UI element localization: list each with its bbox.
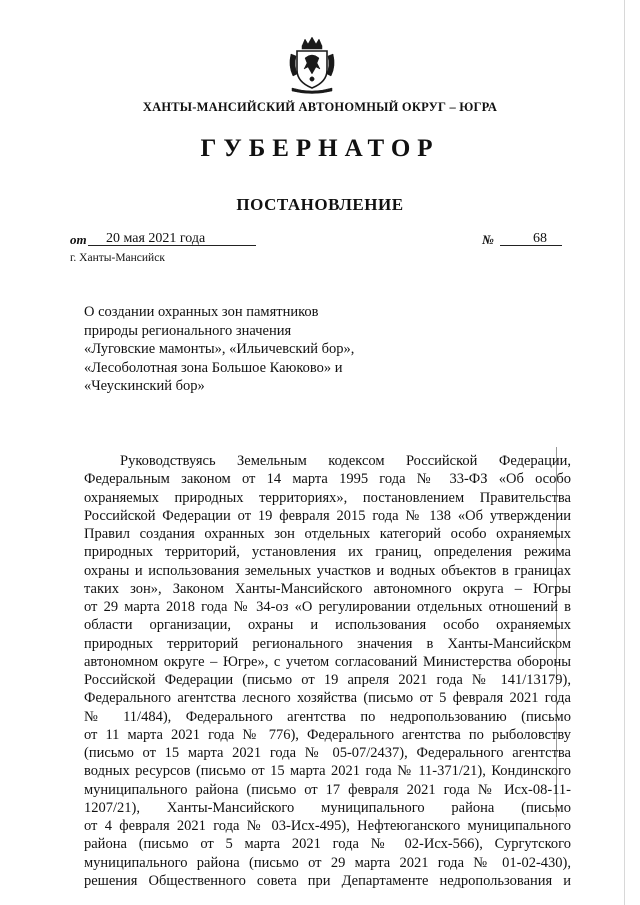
body-line: охраны и использования земельных участков и водных объектов в границах [84,562,571,579]
body-line: района (письмо от 5 марта 2021 года № 02-Исх-566), Сургутского [84,836,571,853]
document-body [84,452,571,890]
subject-line: «Луговские мамонты», «Ильичевский бор», [84,341,355,357]
number-prefix: № [482,232,494,247]
body-line: муниципального района (письмо от 17 февраля 2021 года № Исх-08-11- [84,781,571,798]
date-underline [88,245,256,246]
body-line: от 29 марта 2018 года № 34-оз «О регулировании отдельных отношений в [84,599,571,615]
body-line: Правил создания охранных зон отдельных категорий особо охраняемых [84,526,571,542]
body-line: № 11/484), Федерального агентства по недропользованию (письмо [84,708,571,725]
subject-line: природы регионального значения [84,322,292,339]
scan-edge-line [624,0,625,905]
body-line: 1207/21), Ханты-Мансийского муниципального района (письмо [84,799,571,816]
body-line: природных территорий регионального значения в Ханты-Мансийском [84,635,571,652]
city-name: г. Ханты-Мансийск [70,252,165,264]
body-line: таких зон», Законом Ханты-Мансийского автономного округа – Югры [84,580,571,597]
body-line: муниципального района (письмо от 29 марта 2021 года № 01-02-430), [84,854,571,871]
body-line: (письмо от 15 марта 2021 года № 05-07/2437), Федерального агентства [84,745,571,761]
body-line: Руководствуясь Земельным кодексом Российской Федерации, [120,453,571,469]
date-prefix: от [70,232,87,247]
body-line: водных ресурсов (письмо от 15 марта 2021 года № 11-371/21), Кондинского [84,763,571,780]
document-type: ПОСТАНОВЛЕНИЕ [236,195,404,214]
body-line: Федерального агентства лесного хозяйства (письмо от 5 февраля 2021 года [84,690,571,707]
coat-of-arms-emblem [288,36,336,94]
body-line: области организации, охраны и использования особо охраняемых [84,617,571,634]
body-line: от 11 марта 2021 года № 776), Федерального агентства по рыболовству [84,726,571,743]
body-line: природных территорий, установления их границ, определения режима [84,544,571,561]
subject-line: «Лесоболотная зона Большое Каюково» и [84,359,343,376]
document-date: 20 мая 2021 года [106,231,206,246]
body-line: решения Общественного совета при Департаменте недропользования и [84,872,571,889]
body-line: от 4 февраля 2021 года № 03-Исх-495), Нефтеюганского муниципального [84,818,571,834]
governor-title: ГУБЕРНАТОР [200,135,440,162]
body-line: охраняемых природных территориях», постановлением Правительства [84,489,571,506]
number-underline [500,245,562,246]
subject-line: О создании охранных зон памятников [84,304,319,320]
body-line: Российской Федерации от 19 февраля 2015 года № 138 «Об утверждении [84,507,571,524]
body-line: Федеральным законом от 14 марта 1995 года № 33-ФЗ «Об особо [84,471,571,488]
subject-line: «Чеускинский бор» [84,378,205,394]
document-subject [84,303,404,396]
body-line: автономном округе – Югре», с учетом согласований Министерства обороны [84,653,571,670]
document-number: 68 [533,231,547,246]
region-name: ХАНТЫ-МАНСИЙСКИЙ АВТОНОМНЫЙ ОКРУГ – ЮГРА [142,100,498,114]
body-line: Российской Федерации (письмо от 19 апреля 2021 года № 141/13179), [84,672,571,688]
